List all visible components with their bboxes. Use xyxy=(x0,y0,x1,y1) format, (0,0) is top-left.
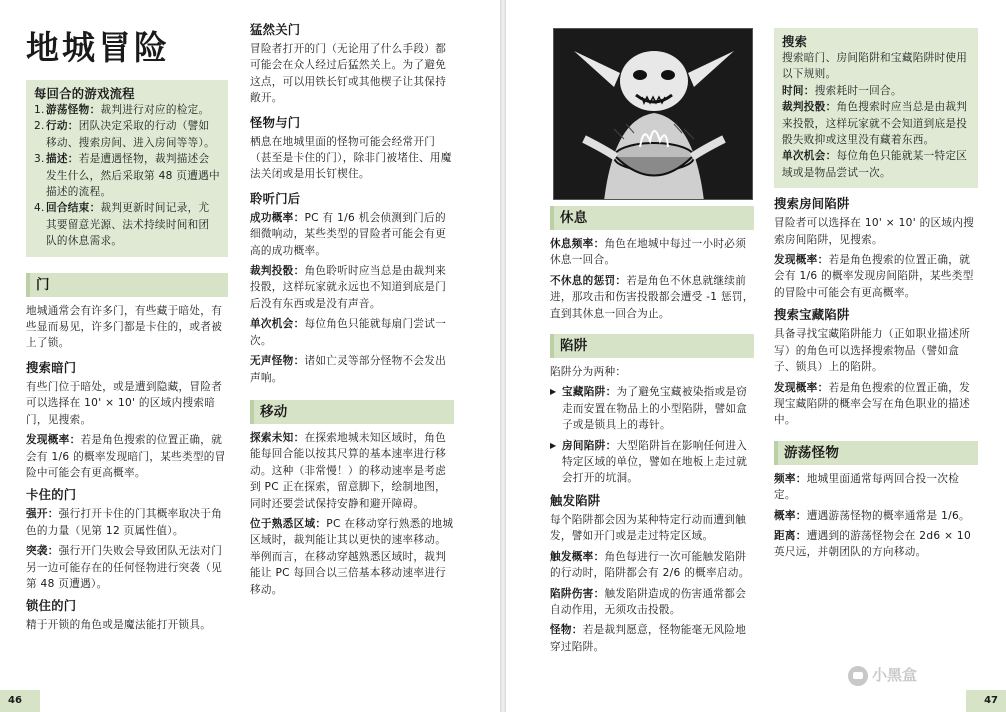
wander-distance-rule: 距离：遭遇到的游荡怪物会在 2d6 × 10 英尺远，并朝团队的方向移动。 xyxy=(774,529,971,559)
monsters-doors-heading: 怪物与门 xyxy=(250,115,301,130)
locked-doors-heading: 锁住的门 xyxy=(26,599,77,614)
room-trap-text: 冒险者可以选择在 10' × 10' 的区域内搜索房间陷阱，见搜索。 xyxy=(774,217,975,246)
right-page-left-column xyxy=(550,206,754,655)
turn-sequence-box xyxy=(26,80,228,257)
trap-type-item: ▶ 宝藏陷阱：为了避免宝藏被染指或是窃走而安置在物品上的小型陷阱，譬如盒子或是锁具上的毒针。 xyxy=(550,386,748,432)
doors-section-heading: 门 xyxy=(26,273,228,297)
room-trap-discover-rule: 发现概率：若是角色搜索的位置正确，就会有 1/6 的概率发现房间陷阱，某些类型的冒险中可能会有更高概率。 xyxy=(774,254,974,299)
left-page xyxy=(0,0,500,712)
monster-trap-rule: 怪物：若是裁判愿意，怪物能毫无风险地穿过陷阱。 xyxy=(550,624,747,653)
explore-rule: 探索未知：在探索地城未知区域时，角色能每回合能以按其尺算的基本速率进行移动。这种（非常慢！）的移动速率是考虑到 PC 正在探索，留意脚下，绘制地图，同时还要尝试保持安静和避开障碍。 xyxy=(250,431,447,510)
success-rule: 成功概率：PC 有 1/6 机会侦测到门后的细微响动，某些类型的冒险者可能会有更高的成功概率。 xyxy=(250,211,447,257)
turn-step: 3. 描述：若是遭遇怪物，裁判描述会发生什么，然后采取第 48 页遭遇中描述的流程。 xyxy=(34,153,220,199)
right-page-right-column xyxy=(774,28,978,561)
treasure-discover-rule: 发现概率：若是角色搜索的位置正确，发现宝藏陷阱的概率会写在角色职业的描述中。 xyxy=(774,381,971,427)
wandering-monsters-heading: 游荡怪物 xyxy=(774,441,978,465)
page-title: 地城冒险 xyxy=(26,28,170,67)
turn-step: 1. 游荡怪物：裁判进行对应的检定。 xyxy=(34,104,210,116)
search-time-rule: 时间：搜索耗时一回合。 xyxy=(782,84,902,97)
secret-doors-heading: 搜索暗门 xyxy=(26,360,77,375)
turn-step: 2. 行动：团队决定采取的行动（譬如移动、搜索房间、进入房间等等）。 xyxy=(34,120,215,149)
traps-section-heading: 陷阱 xyxy=(550,334,754,358)
rest-frequency-rule: 休息频率：角色在地城中每过一小时必须休息一回合。 xyxy=(550,238,747,267)
trigger-traps-heading: 触发陷阱 xyxy=(550,493,601,508)
watermark-logo-icon xyxy=(848,666,868,686)
page-number-left: 46 xyxy=(0,690,40,712)
goblin-illustration xyxy=(553,28,753,200)
trigger-traps-text: 每个陷阱都会因为某种特定行动而遭到触发，譬如开门或是走过特定区域。 xyxy=(550,513,747,543)
slam-text: 冒险者打开的门（无论用了什么手段）都可能会在众人经过后猛然关上。为了避免这点，可以用铁长钉或其他楔子让其保持敞开。 xyxy=(250,43,447,105)
trap-damage-rule: 陷阱伤害：触发陷阱造成的伤害通常都会自动作用，无须攻击投骰。 xyxy=(550,587,747,616)
surprise-rule: 突袭：强行开门失败会导致团队无法对门另一边可能存在的任何怪物进行突袭（见第 48 页遭遇）。 xyxy=(26,545,223,590)
room-trap-heading: 搜索房间陷阱 xyxy=(774,197,850,212)
watermark: 小黑盒 xyxy=(848,664,958,686)
single-chance-rule: 单次机会：每位角色只能就每扇门尝试一次。 xyxy=(250,318,447,347)
no-rest-penalty-rule: 不休息的惩罚：若是角色不休息就继续前进，那攻击和伤害投骰都会遭受 -1 惩罚，直到其休息一回合为止。 xyxy=(550,274,754,320)
search-roll-rule: 裁判投骰：角色搜索时应当总是由裁判来投骰，这样玩家就不会知道到底是投骰失败抑或这里没有藏着东西。 xyxy=(782,101,968,147)
doors-intro: 地城通常会有许多门，有些藏于暗处，有些显而易见，许多门都是卡住的，或者被上了锁。 xyxy=(26,304,223,350)
search-box-intro: 搜索暗门、房间陷阱和宝藏陷阱时使用以下规则。 xyxy=(782,52,968,81)
left-page-right-column xyxy=(250,22,454,598)
force-rule: 强开：强行打开卡住的门其概率取决于角色的力量（见第 12 页属性值）。 xyxy=(26,508,223,537)
stuck-doors-heading: 卡住的门 xyxy=(26,488,77,503)
slam-heading: 猛然关门 xyxy=(250,23,301,37)
familiar-rule: 位于熟悉区域：PC 在移动穿行熟悉的地城区域时，裁判能让其以更快的速率移动。举例而言，在移动穿越熟悉区域时，裁判能让 PC 每回合以三倍基本移动速率进行移动。 xyxy=(250,517,454,596)
treasure-trap-heading: 搜索宝藏陷阱 xyxy=(774,308,850,323)
referee-rule: 裁判投骰：角色聆听时应当总是由裁判来投骰，这样玩家就永远也不知道到底是门后没有东西或是没有声音。 xyxy=(250,265,447,310)
search-box xyxy=(774,28,978,188)
movement-section-heading: 移动 xyxy=(250,400,454,424)
silent-monsters-rule: 无声怪物：诸如亡灵等部分怪物不会发出声响。 xyxy=(250,355,447,384)
left-column xyxy=(26,80,228,634)
wander-probability-rule: 概率：遭遇游荡怪物的概率通常是 1/6。 xyxy=(774,509,970,522)
treasure-trap-text: 具备寻找宝藏陷阱能力（正如职业描述所写）的角色可以选择搜索物品（譬如盒子、锁具）上的陷阱。 xyxy=(774,328,971,374)
locked-doors-text: 精于开锁的角色或是魔法能打开锁具。 xyxy=(26,619,212,632)
page-number-right: 47 xyxy=(966,690,1006,712)
discover-rule: 发现概率：若是角色搜索的位置正确，就会有 1/6 的概率发现暗门，某些类型的冒险中可能会有更高概率。 xyxy=(26,434,226,479)
goblin-drawing xyxy=(554,29,753,200)
trigger-probability-rule: 触发概率：角色每进行一次可能触发陷阱的行动时，陷阱都会有 2/6 的概率启动。 xyxy=(550,550,750,580)
secret-doors-text: 有些门位于暗处，或是遭到隐藏，冒险者可以选择在 10' × 10' 的区域内搜索暗门，见搜索。 xyxy=(26,380,223,426)
rest-section-heading: 休息 xyxy=(550,206,754,230)
turn-sequence-heading: 每回合的游戏流程 xyxy=(34,87,135,101)
trap-type-item: ▶ 房间陷阱：大型陷阱旨在影响任何进入特定区域的单位，譬如在地板上走过就会打开的坑洞。 xyxy=(550,439,748,485)
listen-heading: 聆听门后 xyxy=(250,191,301,206)
traps-intro: 陷阱分为两种： xyxy=(550,366,627,379)
turn-step: 4. 回合结束：裁判更新时间记录，尤其要留意光源、法术持续时间和团队的休息需求。 xyxy=(34,202,210,248)
search-box-heading: 搜索 xyxy=(782,35,808,49)
wander-frequency-rule: 频率：地城里面通常每两回合投一次检定。 xyxy=(774,472,960,502)
monsters-doors-text: 栖息在地城里面的怪物可能会经常开门（甚至是卡住的门），除非门被堵住、用魔法关闭或是用长钉楔住。 xyxy=(250,135,452,181)
search-once-rule: 单次机会：每位角色只能就某一特定区域或是物品尝试一次。 xyxy=(782,150,968,179)
